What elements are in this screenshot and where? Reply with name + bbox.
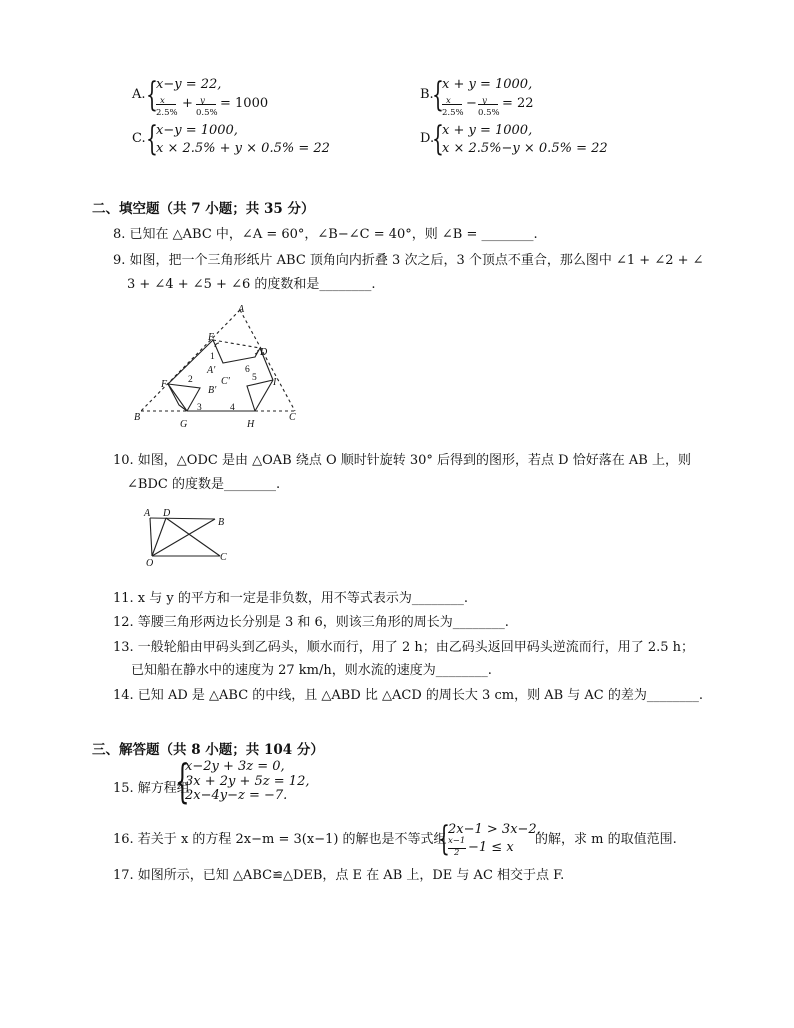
fig9-label-b-prime: B' <box>208 385 217 396</box>
section-2-title: 二、填空题（共 7 小题；共 35 分） <box>92 201 315 217</box>
fig9-label-c: C <box>289 412 296 423</box>
choice-d-brace: { <box>432 119 444 159</box>
question-10-line2: ∠BDC 的度数是________. <box>127 477 281 492</box>
question-17: 17. 如图所示，已知 △ABC≌△DEB，点 E 在 AB 上，DE 与 AC 相交于点 F. <box>113 868 565 883</box>
choice-b-den-y: 0.5% <box>478 108 500 118</box>
choice-b-brace: { <box>432 75 444 115</box>
choice-c-label: C. <box>132 131 146 146</box>
fig9-label-a-prime: A' <box>207 365 216 376</box>
choice-c-system <box>156 122 330 158</box>
fig9-angle-5: 5 <box>252 373 257 383</box>
question-9-line1: 9. 如图，把一个三角形纸片 ABC 顶角向内折叠 3 次之后，3 个顶点不重合，那么图中 ∠1 + ∠2 + ∠ <box>113 253 704 268</box>
choice-a-label: A. <box>132 87 146 102</box>
question-16-prefix: 16. 若关于 x 的方程 2x−m = 3(x−1) 的解也是不等式组 <box>113 832 447 847</box>
section-3-title: 三、解答题（共 8 小题；共 104 分） <box>92 742 324 758</box>
fig10-label-a: A <box>144 508 151 519</box>
question-15-system <box>185 760 309 804</box>
question-15-eq1: x−2y + 3z = 0, <box>185 759 285 774</box>
question-16-brace: { <box>438 819 450 859</box>
figure-q10 <box>140 505 240 567</box>
fig9-label-f: F <box>161 379 168 390</box>
fig9-angle-1: 1 <box>210 352 215 362</box>
choice-b-system <box>442 76 534 118</box>
choice-c-eq1: x−y = 1000, <box>156 123 238 138</box>
choice-a-den-x: 2.5% <box>156 108 178 118</box>
question-10-line1: 10. 如图，△ODC 是由 △OAB 绕点 O 顺时针旋转 30° 后得到的图形，若点 D 恰好落在 AB 上，则 <box>113 453 691 468</box>
question-13-line1: 13. 一般轮船由甲码头到乙码头，顺水而行，用了 2 h；由乙码头返回甲码头逆流而行，用了 2.5 h； <box>113 640 695 655</box>
fig9-angle-3: 3 <box>197 403 202 413</box>
fig9-angle-4: 4 <box>230 403 235 413</box>
figure-q9 <box>135 300 305 430</box>
question-9-line2: 3 + ∠4 + ∠5 + ∠6 的度数和是________. <box>127 277 376 292</box>
question-16-ineq2-tail: −1 ≤ x <box>468 840 514 855</box>
choice-c-eq2: x × 2.5% + y × 0.5% = 22 <box>156 141 330 156</box>
question-12: 12. 等腰三角形两边长分别是 3 和 6，则该三角形的周长为________. <box>113 615 509 630</box>
question-16-system <box>448 822 541 858</box>
fig9-label-a: A <box>238 304 245 315</box>
question-13-line2: 已知船在静水中的速度为 27 km/h，则水流的速度为________. <box>131 663 492 678</box>
choice-b-frac-y: y <box>482 96 487 106</box>
fig10-label-o: O <box>146 558 154 569</box>
choice-a-eq1: x−y = 22, <box>156 77 222 92</box>
choice-d-eq2: x × 2.5%−y × 0.5% = 22 <box>442 141 608 156</box>
question-15-eq2: 3x + 2y + 5z = 12, <box>185 773 310 789</box>
question-16-frac-den: 2 <box>454 848 460 858</box>
fig9-label-c-prime: C' <box>221 376 230 387</box>
fig9-label-i: I <box>273 377 277 388</box>
fig10-label-c: C <box>220 552 227 563</box>
choice-a-system <box>156 76 269 118</box>
fig9-label-h: H <box>247 419 255 430</box>
choice-a-brace: { <box>146 75 158 115</box>
choice-a-eq2: x 2.5% + y 0.5% = 1000 <box>156 94 221 114</box>
fig10-label-d: D <box>163 508 171 519</box>
choice-a-frac-y: y <box>200 96 205 106</box>
choice-a-eq2-tail: = 1000 <box>220 96 269 111</box>
fig9-label-b: B <box>134 412 141 423</box>
choice-d-system <box>442 122 608 158</box>
choice-d-label: D. <box>420 131 435 146</box>
choice-b-eq1: x + y = 1000, <box>442 77 533 92</box>
choice-a-den-y: 0.5% <box>196 108 218 118</box>
choice-b-eq2: x 2.5% − y 0.5% = 22 <box>442 94 532 114</box>
choice-b-frac-x: x <box>446 96 451 106</box>
fig9-label-d: D <box>260 347 268 358</box>
fig9-angle-6: 6 <box>245 365 250 375</box>
choice-b-eq2-tail: = 22 <box>502 96 534 111</box>
question-16-frac-num: x−1 <box>448 836 466 846</box>
question-16 <box>113 819 713 862</box>
question-11: 11. x 与 y 的平方和一定是非负数，用不等式表示为________. <box>113 591 469 606</box>
question-16-ineq1: 2x−1 > 3x−2, <box>448 822 541 837</box>
fig10-label-b: B <box>218 517 225 528</box>
choice-a-frac-x: x <box>160 96 165 106</box>
question-15-eq3: 2x−4y−z = −7. <box>185 788 288 803</box>
question-14: 14. 已知 AD 是 △ABC 的中线，且 △ABD 比 △ACD 的周长大 3 cm，则 AB 与 AC 的差为________. <box>113 688 704 703</box>
choice-b-label: B. <box>420 87 434 102</box>
fig9-label-e: E <box>208 332 215 343</box>
choice-d-eq1: x + y = 1000, <box>442 123 533 138</box>
question-16-ineq2 <box>448 838 541 858</box>
choice-b-den-x: 2.5% <box>442 108 464 118</box>
question-15-label: 15. 解方程组 <box>113 781 190 796</box>
question-15-brace: { <box>175 754 190 808</box>
fig9-label-g: G <box>180 419 188 430</box>
question-8: 8. 已知在 △ABC 中，∠A = 60°，∠B−∠C = 40°，则 ∠B = ________. <box>113 227 538 242</box>
choice-c-brace: { <box>146 119 158 159</box>
question-16-suffix: 的解，求 m 的取值范围. <box>535 832 677 847</box>
fig9-angle-2: 2 <box>188 375 193 385</box>
